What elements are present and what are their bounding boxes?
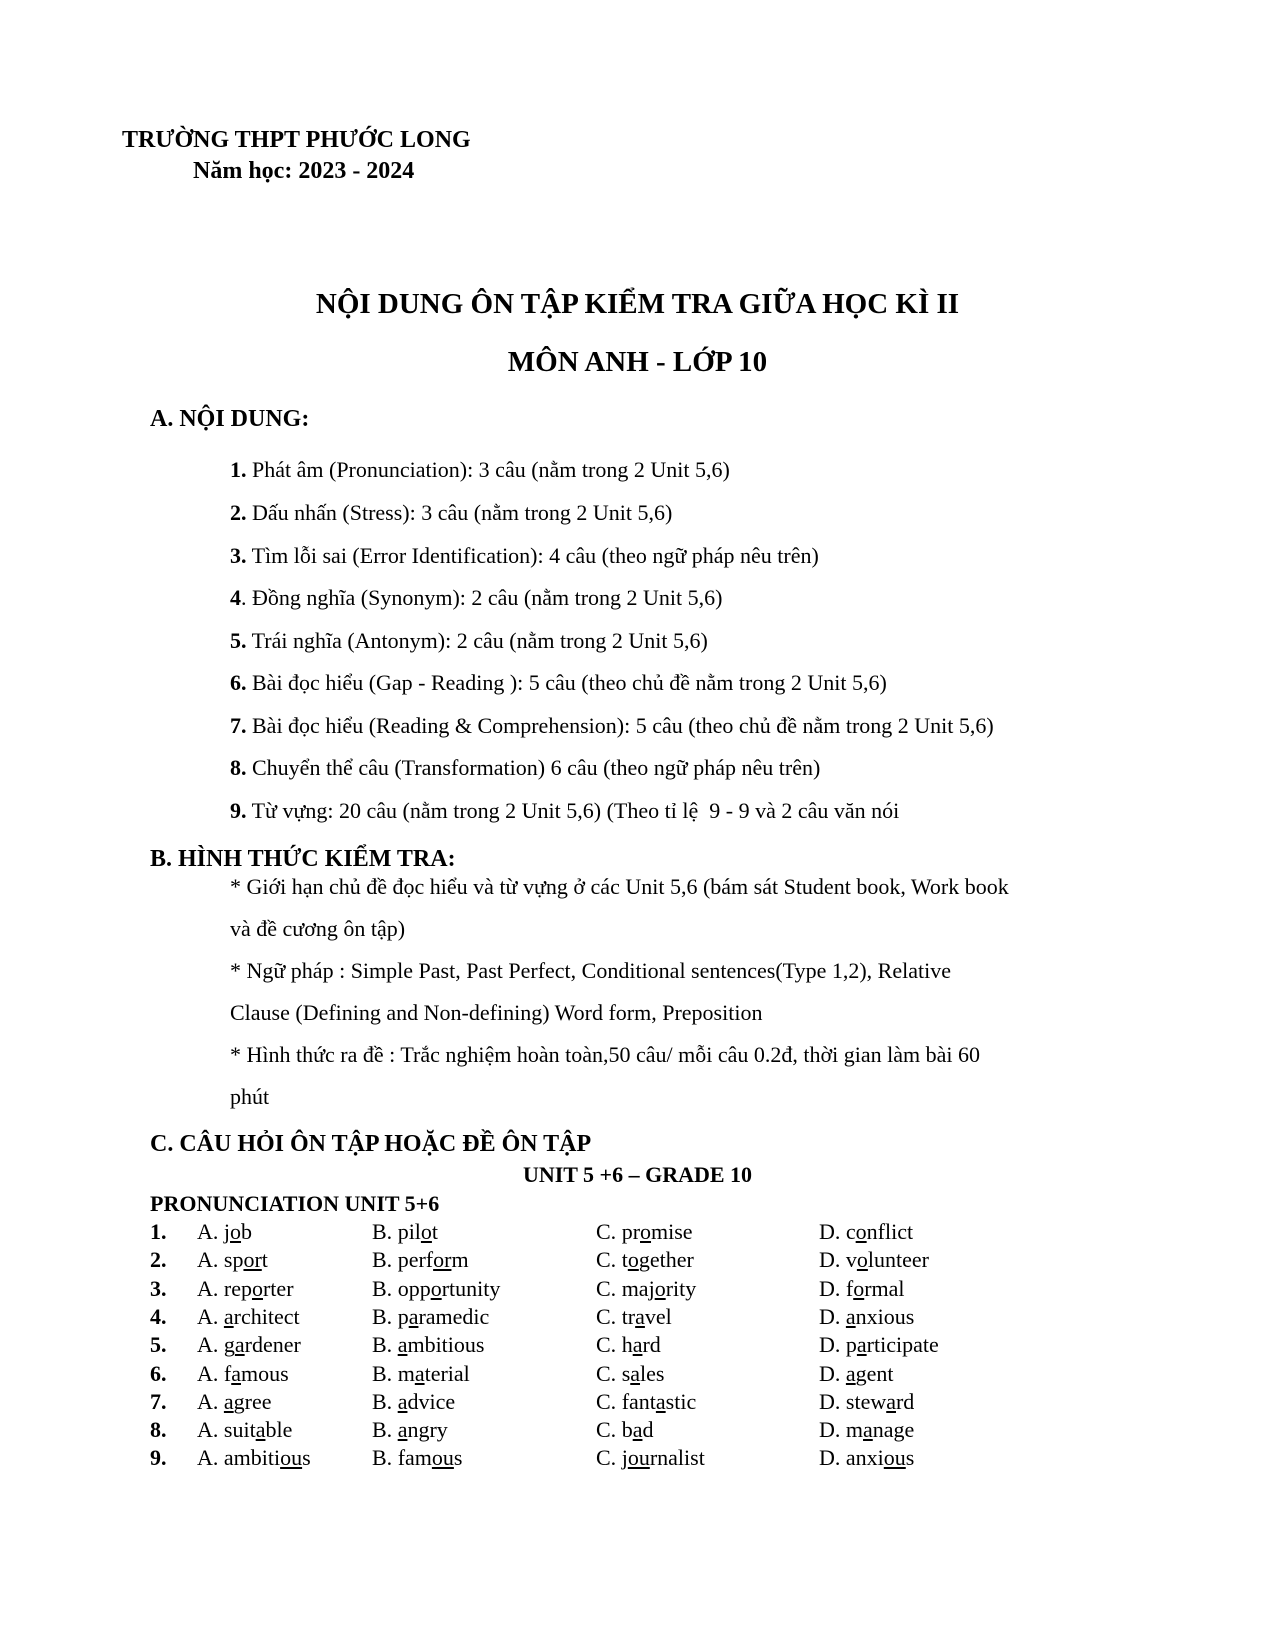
option-word-end: rd bbox=[895, 1388, 915, 1414]
underlined-sound: a bbox=[845, 1360, 856, 1386]
underlined-sound: a bbox=[408, 1303, 419, 1329]
answer-option bbox=[372, 1304, 489, 1330]
option-letter: A. bbox=[197, 1275, 224, 1301]
answer-option bbox=[372, 1276, 500, 1302]
question-row bbox=[150, 1361, 1150, 1389]
content-item-text: Trái nghĩa (Antonym): 2 câu (nằm trong 2 Unit 5,6) bbox=[246, 628, 708, 653]
answer-option bbox=[596, 1417, 653, 1443]
option-word-end: rd bbox=[642, 1332, 661, 1358]
content-item-text: Chuyển thể câu (Transformation) 6 câu (theo ngữ pháp nêu trên) bbox=[246, 755, 821, 780]
content-item-number: 6. bbox=[230, 670, 247, 695]
exam-format-line: Clause (Defining and Non-defining) Word form, Preposition bbox=[230, 1000, 763, 1025]
underlined-sound: ou bbox=[883, 1445, 906, 1471]
question-number: 9. bbox=[150, 1445, 167, 1471]
underlined-sound: a bbox=[255, 1417, 266, 1443]
option-word-end: rnalist bbox=[649, 1445, 705, 1471]
answer-option bbox=[596, 1219, 693, 1245]
option-word-start: s bbox=[621, 1360, 631, 1386]
option-word-end: dvice bbox=[407, 1388, 456, 1414]
option-word-end: terial bbox=[424, 1360, 470, 1386]
option-letter: C. bbox=[596, 1445, 622, 1471]
school-year: Năm học: 2023 - 2024 bbox=[193, 158, 415, 184]
question-row bbox=[150, 1304, 1150, 1332]
section-a-heading: A. NỘI DUNG: bbox=[150, 406, 310, 432]
option-word-start: m bbox=[397, 1360, 415, 1386]
answer-option bbox=[372, 1417, 448, 1443]
option-letter: A. bbox=[197, 1360, 224, 1386]
answer-option bbox=[197, 1276, 294, 1302]
option-letter: D. bbox=[819, 1417, 846, 1443]
underlined-sound: o bbox=[627, 1247, 639, 1273]
answer-option bbox=[819, 1445, 914, 1471]
option-letter: C. bbox=[596, 1332, 622, 1358]
option-letter: C. bbox=[596, 1275, 622, 1301]
option-word-end: s bbox=[302, 1445, 311, 1471]
content-item-text: Phát âm (Pronunciation): 3 câu (nằm trong 2 Unit 5,6) bbox=[246, 457, 730, 482]
question-row bbox=[150, 1389, 1150, 1417]
question-row bbox=[150, 1445, 1150, 1473]
option-letter: D. bbox=[819, 1332, 846, 1358]
content-item-text: Bài đọc hiểu (Gap - Reading ): 5 câu (theo chủ đề nằm trong 2 Unit 5,6) bbox=[246, 670, 887, 695]
content-item bbox=[230, 457, 730, 483]
question-row bbox=[150, 1332, 1150, 1360]
answer-option bbox=[596, 1276, 696, 1302]
option-word-start: g bbox=[223, 1332, 235, 1358]
option-word-start: h bbox=[621, 1332, 633, 1358]
option-letter: B. bbox=[372, 1275, 398, 1301]
option-word-end: t bbox=[431, 1219, 439, 1244]
option-letter: B. bbox=[372, 1219, 398, 1244]
section-b-heading: B. HÌNH THỨC KIỂM TRA: bbox=[150, 846, 456, 872]
answer-option bbox=[819, 1332, 939, 1358]
option-word-end: nflict bbox=[866, 1219, 914, 1244]
underlined-sound: o bbox=[420, 1219, 432, 1244]
underlined-sound: a bbox=[632, 1332, 643, 1358]
option-word-start: tr bbox=[621, 1303, 636, 1329]
option-letter: D. bbox=[819, 1275, 846, 1301]
question-number: 8. bbox=[150, 1417, 167, 1443]
content-item bbox=[230, 755, 820, 781]
option-word-start: c bbox=[845, 1219, 856, 1244]
option-word-start: sp bbox=[223, 1247, 244, 1273]
underlined-sound: a bbox=[863, 1417, 873, 1443]
underlined-sound: ou bbox=[280, 1445, 303, 1471]
option-letter: D. bbox=[819, 1445, 846, 1471]
option-word-start: p bbox=[397, 1303, 409, 1329]
option-letter: D. bbox=[819, 1219, 846, 1244]
underlined-sound: a bbox=[397, 1332, 408, 1358]
content-item-number: 7. bbox=[230, 713, 247, 738]
school-name: TRƯỜNG THPT PHƯỚC LONG bbox=[122, 127, 471, 153]
question-row bbox=[150, 1417, 1150, 1445]
underlined-sound: a bbox=[856, 1332, 867, 1358]
option-word-start: f bbox=[223, 1360, 232, 1386]
answer-option bbox=[596, 1389, 696, 1415]
option-letter: C. bbox=[596, 1388, 622, 1414]
exam-format-line: * Hình thức ra đề : Trắc nghiệm hoàn toàn,50 câu/ mỗi câu 0.2đ, thời gian làm bài 60 bbox=[230, 1042, 981, 1067]
answer-option bbox=[197, 1247, 268, 1273]
answer-option bbox=[372, 1332, 484, 1358]
option-word-end: s bbox=[453, 1445, 463, 1471]
underlined-sound: o bbox=[654, 1275, 666, 1301]
content-item-number: 8. bbox=[230, 755, 247, 780]
content-item bbox=[230, 670, 887, 696]
option-word-end: nxious bbox=[855, 1303, 915, 1329]
answer-option bbox=[596, 1332, 661, 1358]
option-letter: A. bbox=[197, 1445, 224, 1471]
option-word-start: ambiti bbox=[223, 1445, 281, 1471]
option-letter: A. bbox=[197, 1388, 224, 1414]
section-c-heading: C. CÂU HỎI ÔN TẬP HOẶC ĐỀ ÔN TẬP bbox=[150, 1131, 592, 1157]
answer-option bbox=[372, 1389, 455, 1415]
option-word-start: fant bbox=[621, 1388, 656, 1414]
content-item-text: Từ vựng: 20 câu (nằm trong 2 Unit 5,6) (Theo tỉ lệ 9 - 9 và 2 câu văn nói bbox=[246, 798, 900, 823]
content-item-text: Dấu nhấn (Stress): 3 câu (nằm trong 2 Unit 5,6) bbox=[246, 500, 673, 525]
underlined-sound: a bbox=[635, 1303, 645, 1329]
option-letter: A. bbox=[197, 1417, 224, 1443]
question-number: 7. bbox=[150, 1388, 167, 1414]
underlined-sound: a bbox=[886, 1388, 896, 1414]
option-word-start: stew bbox=[845, 1388, 887, 1414]
question-number: 6. bbox=[150, 1360, 167, 1386]
question-number: 4. bbox=[150, 1303, 167, 1329]
question-row bbox=[150, 1276, 1150, 1304]
unit-subtitle: UNIT 5 +6 – GRADE 10 bbox=[522, 1162, 753, 1187]
content-item bbox=[230, 585, 723, 611]
option-word-start: j bbox=[223, 1219, 231, 1244]
option-word-end: ngry bbox=[407, 1417, 448, 1443]
option-letter: B. bbox=[372, 1445, 398, 1471]
option-letter: B. bbox=[372, 1247, 398, 1273]
question-number: 3. bbox=[150, 1275, 167, 1301]
question-number: 5. bbox=[150, 1332, 167, 1358]
option-word-end: mise bbox=[651, 1219, 693, 1244]
option-word-end: rdener bbox=[244, 1332, 301, 1358]
answer-option bbox=[819, 1276, 905, 1302]
answer-option bbox=[197, 1417, 292, 1443]
content-item bbox=[230, 798, 899, 824]
option-word-start: anxi bbox=[845, 1445, 884, 1471]
underlined-sound: a bbox=[397, 1388, 408, 1414]
option-word-end: stic bbox=[665, 1388, 697, 1414]
option-word-end: vel bbox=[644, 1303, 672, 1329]
option-word-start: t bbox=[621, 1247, 628, 1273]
content-item-text: . Đồng nghĩa (Synonym): 2 câu (nằm trong 2 Unit 5,6) bbox=[241, 585, 723, 610]
option-word-end: les bbox=[640, 1360, 665, 1386]
option-word-start: m bbox=[845, 1417, 864, 1443]
underlined-sound: o bbox=[430, 1275, 442, 1301]
answer-option bbox=[372, 1247, 469, 1273]
option-word-end: mous bbox=[240, 1360, 289, 1386]
exam-format-line: * Ngữ pháp : Simple Past, Past Perfect, Conditional sentences(Type 1,2), Relative bbox=[230, 958, 951, 983]
option-word-start: perf bbox=[397, 1247, 434, 1273]
underlined-sound: a bbox=[231, 1360, 241, 1386]
option-letter: A. bbox=[197, 1219, 224, 1244]
option-word-start: suit bbox=[223, 1417, 256, 1443]
option-letter: D. bbox=[819, 1303, 846, 1329]
content-item-number: 9. bbox=[230, 798, 247, 823]
option-word-start: j bbox=[621, 1445, 628, 1471]
option-word-start: pr bbox=[621, 1219, 641, 1244]
option-word-end: gent bbox=[855, 1360, 894, 1386]
content-item-text: Tìm lỗi sai (Error Identification): 4 câu (theo ngữ pháp nêu trên) bbox=[246, 543, 819, 568]
answer-option bbox=[819, 1247, 929, 1273]
answer-option bbox=[819, 1219, 913, 1245]
underlined-sound: a bbox=[223, 1303, 234, 1329]
option-letter: C. bbox=[596, 1219, 622, 1244]
option-word-start: rep bbox=[223, 1275, 252, 1301]
option-letter: C. bbox=[596, 1417, 622, 1443]
option-word-end: rmal bbox=[864, 1275, 905, 1301]
answer-option bbox=[596, 1304, 672, 1330]
content-item-number: 1. bbox=[230, 457, 247, 482]
option-word-end: rtunity bbox=[441, 1275, 501, 1301]
underlined-sound: o bbox=[855, 1219, 867, 1244]
option-word-start: fam bbox=[397, 1445, 432, 1471]
option-letter: B. bbox=[372, 1417, 398, 1443]
page-subtitle: MÔN ANH - LỚP 10 bbox=[507, 346, 768, 378]
option-letter: B. bbox=[372, 1303, 398, 1329]
answer-option bbox=[197, 1361, 289, 1387]
answer-option bbox=[372, 1445, 462, 1471]
option-word-end: rter bbox=[262, 1275, 294, 1301]
option-word-start: b bbox=[621, 1417, 633, 1443]
option-word-start: pil bbox=[397, 1219, 421, 1244]
content-item-number: 3. bbox=[230, 543, 247, 568]
option-word-end: b bbox=[241, 1219, 253, 1244]
exam-format-line: * Giới hạn chủ đề đọc hiểu và từ vựng ở các Unit 5,6 (bám sát Student book, Work book bbox=[230, 874, 1009, 899]
answer-option bbox=[596, 1247, 694, 1273]
option-word-end: t bbox=[261, 1247, 268, 1273]
content-item-number: 5. bbox=[230, 628, 247, 653]
option-word-end: d bbox=[642, 1417, 654, 1443]
underlined-sound: or bbox=[243, 1247, 262, 1273]
option-word-start: maj bbox=[621, 1275, 655, 1301]
underlined-sound: a bbox=[223, 1388, 234, 1414]
underlined-sound: a bbox=[655, 1388, 666, 1414]
option-letter: A. bbox=[197, 1247, 224, 1273]
answer-option bbox=[197, 1304, 300, 1330]
option-word-end: gether bbox=[638, 1247, 694, 1273]
underlined-sound: a bbox=[397, 1417, 408, 1443]
option-letter: A. bbox=[197, 1332, 224, 1358]
content-item-text: Bài đọc hiểu (Reading & Comprehension): 5 câu (theo chủ đề nằm trong 2 Unit 5,6) bbox=[246, 713, 994, 738]
option-word-start: v bbox=[845, 1247, 857, 1273]
option-letter: B. bbox=[372, 1360, 398, 1386]
option-word-end: rchitect bbox=[233, 1303, 300, 1329]
content-item-number: 4 bbox=[230, 585, 241, 610]
answer-option bbox=[819, 1389, 914, 1415]
option-letter: B. bbox=[372, 1332, 398, 1358]
underlined-sound: o bbox=[640, 1219, 652, 1244]
option-letter: C. bbox=[596, 1247, 622, 1273]
answer-option bbox=[372, 1219, 438, 1245]
answer-option bbox=[197, 1219, 252, 1245]
option-letter: D. bbox=[819, 1388, 846, 1414]
underlined-sound: ou bbox=[431, 1445, 454, 1471]
underlined-sound: a bbox=[234, 1332, 245, 1358]
answer-option bbox=[372, 1361, 470, 1387]
option-word-end: nage bbox=[872, 1417, 915, 1443]
option-letter: A. bbox=[197, 1303, 224, 1329]
underlined-sound: a bbox=[845, 1303, 856, 1329]
answer-option bbox=[819, 1417, 914, 1443]
option-word-end: m bbox=[451, 1247, 469, 1273]
content-item-number: 2. bbox=[230, 500, 247, 525]
option-word-end: ble bbox=[265, 1417, 293, 1443]
option-letter: C. bbox=[596, 1303, 622, 1329]
content-item bbox=[230, 628, 708, 654]
question-number: 2. bbox=[150, 1247, 167, 1273]
option-word-end: mbitious bbox=[407, 1332, 485, 1358]
question-row bbox=[150, 1219, 1150, 1247]
underlined-sound: o bbox=[853, 1275, 865, 1301]
option-letter: D. bbox=[819, 1360, 846, 1386]
option-word-start: f bbox=[845, 1275, 854, 1301]
option-letter: B. bbox=[372, 1388, 398, 1414]
answer-option bbox=[197, 1389, 272, 1415]
underlined-sound: a bbox=[414, 1360, 425, 1386]
exam-format-line: và đề cương ôn tập) bbox=[230, 916, 406, 941]
content-item bbox=[230, 713, 994, 739]
option-word-end: rity bbox=[665, 1275, 697, 1301]
option-word-start: opp bbox=[397, 1275, 431, 1301]
exam-format-line: phút bbox=[230, 1084, 270, 1109]
option-word-end: s bbox=[905, 1445, 915, 1471]
answer-option bbox=[819, 1304, 914, 1330]
option-word-start: p bbox=[845, 1332, 857, 1358]
answer-option bbox=[596, 1445, 705, 1471]
option-word-end: lunteer bbox=[867, 1247, 929, 1273]
option-letter: C. bbox=[596, 1360, 622, 1386]
answer-option bbox=[819, 1361, 894, 1387]
page-title: NỘI DUNG ÔN TẬP KIỂM TRA GIỮA HỌC KÌ II bbox=[315, 288, 960, 320]
answer-option bbox=[596, 1361, 664, 1387]
option-word-end: gree bbox=[233, 1388, 272, 1414]
answer-option bbox=[197, 1332, 301, 1358]
question-number: 1. bbox=[150, 1219, 167, 1244]
underlined-sound: or bbox=[433, 1247, 452, 1273]
underlined-sound: a bbox=[630, 1360, 641, 1386]
underlined-sound: ou bbox=[627, 1445, 650, 1471]
content-item bbox=[230, 543, 819, 569]
underlined-sound: o bbox=[251, 1275, 263, 1301]
content-item bbox=[230, 500, 672, 526]
underlined-sound: o bbox=[230, 1219, 242, 1244]
underlined-sound: o bbox=[856, 1247, 868, 1273]
question-row bbox=[150, 1247, 1150, 1275]
option-word-end: ramedic bbox=[418, 1303, 490, 1329]
pronunciation-title: PRONUNCIATION UNIT 5+6 bbox=[150, 1191, 440, 1216]
option-word-end: rticipate bbox=[866, 1332, 939, 1358]
answer-option bbox=[197, 1445, 311, 1471]
underlined-sound: a bbox=[632, 1417, 643, 1443]
option-letter: D. bbox=[819, 1247, 846, 1273]
